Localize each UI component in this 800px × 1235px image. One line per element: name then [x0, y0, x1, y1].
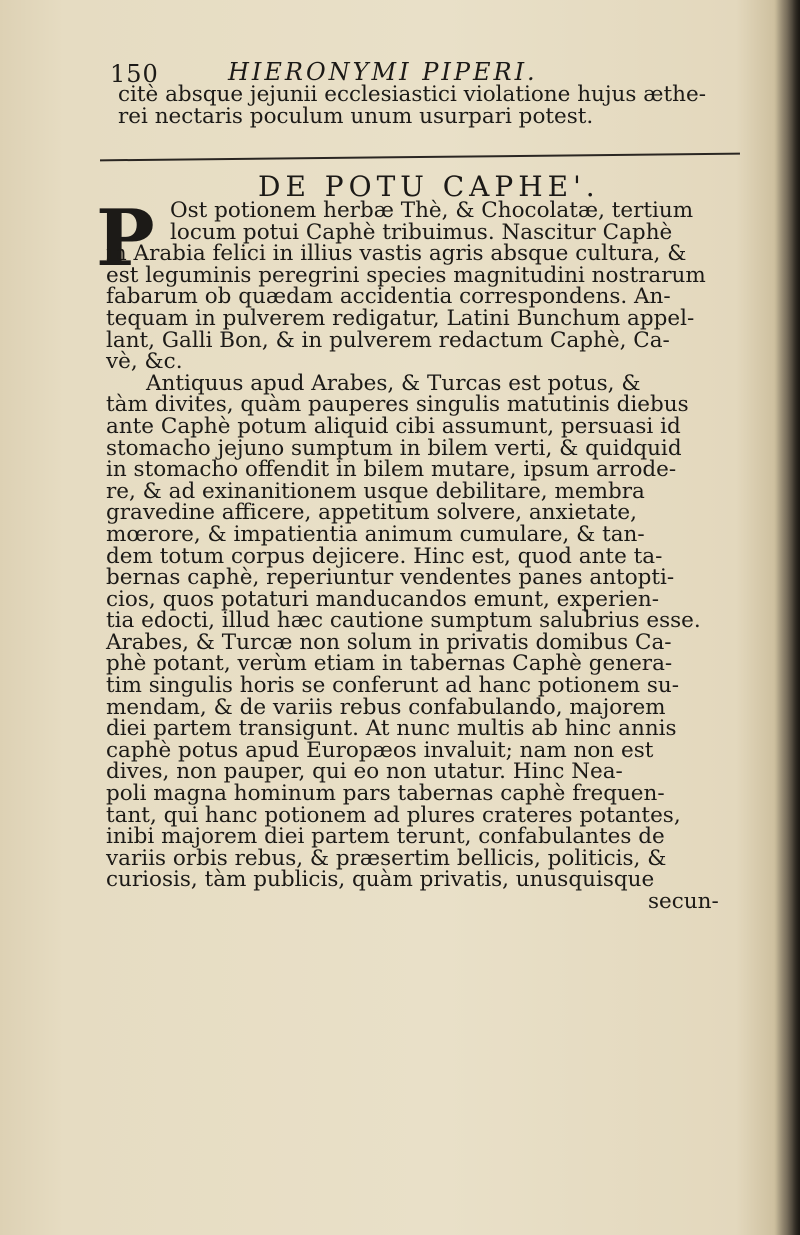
binding-edge-shadow — [774, 0, 800, 1235]
text-line: poli magna hominum pars tabernas caphè frequen- — [106, 781, 665, 807]
text-line: in Arabia felici in illius vastis agris absque cultura, & — [106, 241, 687, 267]
text-line: dem totum corpus dejicere. Hinc est, quod ante ta- — [106, 543, 663, 569]
text-line: ante Caphè potum aliquid cibi assumunt, persuasi id — [106, 413, 681, 439]
text-line: caphè potus apud Europæos invaluit; nam non est — [106, 737, 654, 763]
text-line: citè absque jejunii ecclesiastici violatione hujus æthe- — [118, 82, 706, 107]
section-title: DE POTU CAPHE'. — [258, 170, 600, 203]
text-line: diei partem transigunt. At nunc multis ab hinc annis — [106, 716, 677, 742]
text-line: stomacho jejuno sumptum in bilem verti, & quidquid — [106, 435, 682, 461]
text-line: locum potui Caphè tribuimus. Nascitur Caphè — [170, 219, 673, 245]
text-line: secun- — [648, 889, 719, 914]
text-line: tequam in pulverem redigatur, Latini Bunchum appel- — [106, 305, 695, 331]
text-line: bernas caphè, reperiuntur vendentes panes antopti- — [106, 565, 675, 591]
text-line: phè potant, verùm etiam in tabernas Caphè genera- — [106, 651, 673, 677]
page-number: 150 — [110, 60, 159, 88]
text-line: in stomacho offendit in bilem mutare, ipsum arrode- — [106, 457, 677, 483]
text-line: Antiquus apud Arabes, & Turcas est potus, & — [146, 370, 641, 396]
text-line: mœrore, & impatientia animum cumulare, & tan- — [106, 521, 645, 547]
text-line: tim singulis horis se conferunt ad hanc potionem su- — [106, 673, 679, 699]
body-text — [88, 193, 738, 914]
text-line: tia edocti, illud hæc cautione sumptum salubrius esse. — [106, 608, 701, 634]
text-line: Ost potionem herbæ Thè, & Chocolatæ, tertium — [170, 198, 694, 223]
running-head: HIERONYMI PIPERI. — [228, 58, 538, 86]
section-divider — [100, 153, 740, 162]
carryover-text — [88, 84, 738, 127]
text-line: vè, &c. — [106, 349, 183, 375]
text-line: mendam, & de variis rebus confabulando, majorem — [106, 694, 666, 720]
text-line: est leguminis peregrini species magnitudini nostrarum — [106, 262, 706, 288]
text-line: gravedine afficere, appetitum solvere, anxietate, — [106, 500, 637, 526]
text-line: rei nectaris poculum unum usurpari potest. — [118, 103, 594, 129]
text-line: fabarum ob quædam accidentia correspondens. An- — [106, 284, 671, 310]
text-line: lant, Galli Bon, & in pulverem redactum Caphè, Ca- — [106, 327, 670, 353]
text-line: inibi majorem diei partem terunt, confabulantes de — [106, 824, 665, 850]
text-line: dives, non pauper, qui eo non utatur. Hinc Nea- — [106, 759, 623, 785]
text-line: tant, qui hanc potionem ad plures crateres potantes, — [106, 802, 681, 828]
text-line: cios, quos potaturi manducandos emunt, experien- — [106, 586, 660, 612]
drop-cap: P — [96, 193, 155, 284]
text-line: variis orbis rebus, & præsertim bellicis, politicis, & — [106, 845, 667, 871]
text-line: Arabes, & Turcæ non solum in privatis domibus Ca- — [106, 629, 672, 655]
text-line: re, & ad exinanitionem usque debilitare, membra — [106, 478, 645, 504]
text-line: curiosis, tàm publicis, quàm privatis, unusquisque — [106, 867, 655, 893]
text-line: tàm divites, quàm pauperes singulis matutinis diebus — [106, 392, 689, 418]
